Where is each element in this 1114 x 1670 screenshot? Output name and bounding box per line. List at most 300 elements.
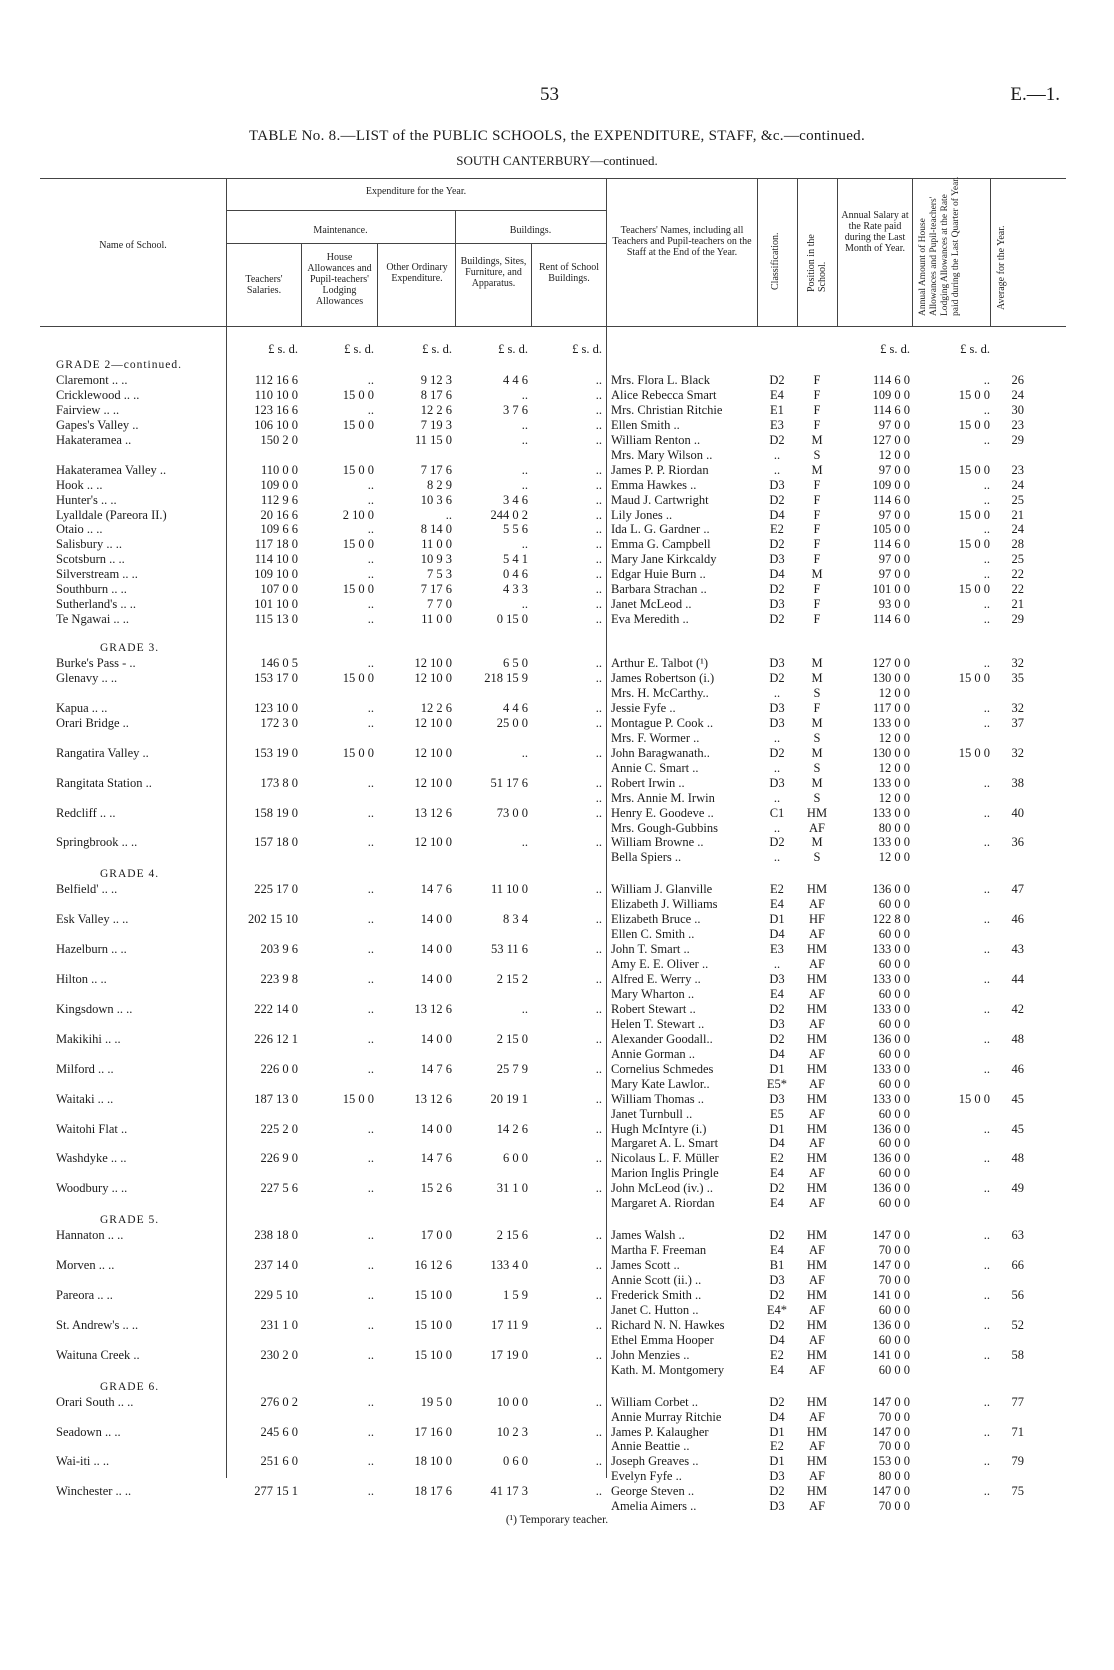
teachers-salaries: 203 9 6 bbox=[260, 942, 298, 957]
annual-salary: 60 0 0 bbox=[878, 986, 910, 1001]
annual-allowance: .. bbox=[983, 1031, 990, 1046]
teachers-salaries: 146 0 5 bbox=[260, 656, 298, 671]
position: HM bbox=[806, 1091, 828, 1106]
house-allowances: 15 0 0 bbox=[342, 671, 374, 685]
buildings-expenditure: 3 7 6 bbox=[503, 402, 528, 417]
teacher-name: Mrs. Gough-Gubbins bbox=[611, 820, 718, 835]
position: F bbox=[813, 492, 821, 507]
table-row bbox=[0, 1166, 1114, 1181]
average-attendance: 32 bbox=[1011, 656, 1024, 671]
classification: .. bbox=[773, 730, 781, 745]
other-expenditure: 17 16 0 bbox=[414, 1424, 452, 1439]
average-attendance: 24 bbox=[1011, 387, 1024, 402]
annual-salary: 60 0 0 bbox=[878, 1106, 910, 1121]
table-row bbox=[0, 972, 1114, 987]
house-allowances: 15 0 0 bbox=[342, 582, 374, 597]
classification: D2 bbox=[769, 1317, 785, 1332]
buildings-expenditure: 14 2 6 bbox=[496, 1121, 528, 1136]
table-row bbox=[0, 671, 1114, 686]
units-house: £ s. d. bbox=[344, 342, 374, 356]
annual-allowance: .. bbox=[983, 656, 990, 671]
rent: .. bbox=[595, 1394, 602, 1409]
table-row bbox=[0, 448, 1114, 463]
position: M bbox=[811, 775, 823, 790]
grade-heading bbox=[0, 867, 1114, 882]
table-row bbox=[0, 1092, 1114, 1107]
table-row bbox=[0, 1395, 1114, 1410]
table-row bbox=[0, 388, 1114, 403]
annual-allowance: .. bbox=[983, 1151, 990, 1166]
teachers-salaries: 222 14 0 bbox=[254, 1001, 298, 1016]
teachers-salaries: 225 2 0 bbox=[260, 1121, 298, 1136]
annual-salary: 127 0 0 bbox=[872, 432, 910, 447]
position: M bbox=[811, 745, 823, 760]
annual-allowance: .. bbox=[983, 1258, 990, 1273]
teacher-name: John Baragwanath.. bbox=[611, 745, 710, 760]
teachers-salaries: 112 16 6 bbox=[254, 372, 298, 387]
table-row bbox=[0, 582, 1114, 597]
rent: .. bbox=[595, 1228, 602, 1243]
buildings-expenditure: 20 19 1 bbox=[490, 1091, 528, 1106]
teachers-salaries: 245 6 0 bbox=[260, 1424, 298, 1439]
house-allowances: .. bbox=[367, 775, 374, 790]
classification: .. bbox=[773, 820, 781, 835]
position: F bbox=[813, 477, 821, 492]
units-allow: £ s. d. bbox=[960, 342, 990, 356]
teacher-name: Jessie Fyfe .. bbox=[611, 700, 676, 715]
teachers-salaries: 109 10 0 bbox=[254, 567, 298, 582]
position: HM bbox=[806, 1347, 828, 1362]
house-allowances: .. bbox=[367, 1258, 374, 1273]
position: HM bbox=[806, 1151, 828, 1166]
school-name: Otaio .. .. bbox=[56, 522, 103, 537]
average-attendance: 28 bbox=[1011, 537, 1024, 552]
other-expenditure: 15 10 0 bbox=[414, 1287, 452, 1302]
header-other-expenditure: Other Ordinary Expenditure. bbox=[386, 262, 448, 284]
position: AF bbox=[809, 897, 825, 912]
col-sep-8 bbox=[797, 178, 798, 327]
other-expenditure: 12 2 6 bbox=[420, 700, 452, 715]
table-row bbox=[0, 791, 1114, 806]
school-name: Hunter's .. .. bbox=[56, 492, 117, 507]
position: M bbox=[811, 835, 823, 850]
teacher-name: Mrs. Annie M. Irwin bbox=[611, 790, 715, 805]
teacher-name: Martha F. Freeman bbox=[611, 1243, 707, 1258]
rent: .. bbox=[595, 1454, 602, 1469]
school-name: Waitohi Flat .. bbox=[56, 1121, 128, 1136]
school-name: Esk Valley .. .. bbox=[56, 912, 129, 927]
house-allowances: .. bbox=[367, 567, 374, 582]
teacher-name: Emma Hawkes .. bbox=[611, 477, 697, 492]
classification: D3 bbox=[769, 1273, 785, 1287]
buildings-expenditure: .. bbox=[521, 597, 528, 612]
table-row bbox=[0, 1454, 1114, 1469]
position: HM bbox=[806, 1454, 828, 1469]
school-name: Scotsburn .. .. bbox=[56, 552, 125, 567]
house-allowances: .. bbox=[367, 402, 374, 417]
rent: .. bbox=[595, 671, 602, 685]
house-allowances: .. bbox=[367, 715, 374, 730]
school-name: Salisbury .. .. bbox=[56, 537, 122, 552]
house-allowances: .. bbox=[367, 700, 374, 715]
table-row bbox=[0, 627, 1114, 642]
table-row bbox=[0, 433, 1114, 448]
position: HM bbox=[806, 1228, 828, 1243]
position: AF bbox=[809, 927, 825, 942]
house-allowances: 2 10 0 bbox=[342, 507, 374, 522]
buildings-expenditure: 25 7 9 bbox=[496, 1061, 528, 1076]
teacher-name: William Corbet .. bbox=[611, 1394, 698, 1409]
annual-allowance: .. bbox=[983, 805, 990, 820]
other-expenditure: 18 10 0 bbox=[414, 1454, 452, 1469]
rent: .. bbox=[595, 417, 602, 432]
other-expenditure: 13 12 6 bbox=[414, 1091, 452, 1106]
annual-salary: 12 0 0 bbox=[878, 730, 910, 745]
rent: .. bbox=[595, 1031, 602, 1046]
annual-salary: 70 0 0 bbox=[878, 1499, 910, 1514]
table-row bbox=[0, 1107, 1114, 1122]
rent: .. bbox=[595, 522, 602, 537]
buildings-expenditure: 5 4 1 bbox=[503, 552, 528, 567]
annual-salary: 114 6 0 bbox=[872, 402, 910, 417]
position: HF bbox=[809, 912, 825, 927]
table-row bbox=[0, 942, 1114, 957]
rent: .. bbox=[595, 1001, 602, 1016]
table-row bbox=[0, 1062, 1114, 1077]
house-allowances: .. bbox=[367, 372, 374, 387]
teacher-name: James P. P. Riordan bbox=[611, 462, 709, 477]
teacher-name: Joseph Greaves .. bbox=[611, 1454, 699, 1469]
average-attendance: 29 bbox=[1011, 612, 1024, 627]
school-name: Hazelburn .. .. bbox=[56, 942, 127, 957]
classification: D2 bbox=[769, 432, 785, 447]
position: HM bbox=[806, 1061, 828, 1076]
annual-salary: 101 0 0 bbox=[872, 582, 910, 597]
header-expenditure: Expenditure for the Year. bbox=[365, 186, 467, 197]
annual-salary: 109 0 0 bbox=[872, 387, 910, 402]
buildings-expenditure: 53 11 6 bbox=[490, 942, 528, 957]
school-name: Orari South .. .. bbox=[56, 1394, 134, 1409]
teacher-name: Kath. M. Montgomery bbox=[611, 1362, 725, 1377]
rent: .. bbox=[595, 1484, 602, 1499]
header-average: Average for the Year. bbox=[996, 225, 1007, 310]
table-row bbox=[0, 1318, 1114, 1333]
annual-allowance: .. bbox=[983, 402, 990, 417]
annual-salary: 130 0 0 bbox=[872, 671, 910, 685]
house-allowances: .. bbox=[367, 552, 374, 567]
position: AF bbox=[809, 986, 825, 1001]
average-attendance: 48 bbox=[1011, 1031, 1024, 1046]
table-row bbox=[0, 508, 1114, 523]
school-name: Makikihi .. .. bbox=[56, 1031, 121, 1046]
average-attendance: 56 bbox=[1011, 1287, 1024, 1302]
position: HM bbox=[806, 942, 828, 957]
annual-salary: 114 6 0 bbox=[872, 372, 910, 387]
rent: .. bbox=[595, 835, 602, 850]
table-row bbox=[0, 403, 1114, 418]
average-attendance: 24 bbox=[1011, 522, 1024, 537]
annual-salary: 60 0 0 bbox=[878, 927, 910, 942]
table-row bbox=[0, 987, 1114, 1002]
school-name: Kapua .. .. bbox=[56, 700, 108, 715]
position: AF bbox=[809, 1243, 825, 1258]
annual-salary: 70 0 0 bbox=[878, 1273, 910, 1287]
teacher-name: Alexander Goodall.. bbox=[611, 1031, 713, 1046]
teacher-name: Mrs. H. McCarthy.. bbox=[611, 685, 709, 700]
rent: .. bbox=[595, 582, 602, 597]
house-allowances: .. bbox=[367, 805, 374, 820]
buildings-expenditure: 6 5 0 bbox=[503, 656, 528, 671]
rent: .. bbox=[595, 700, 602, 715]
table-row bbox=[0, 537, 1114, 552]
classification: D1 bbox=[769, 1061, 785, 1076]
teachers-salaries: 226 9 0 bbox=[260, 1151, 298, 1166]
other-expenditure: 14 0 0 bbox=[420, 1031, 452, 1046]
average-attendance: 63 bbox=[1011, 1228, 1024, 1243]
teacher-name: Montague P. Cook .. bbox=[611, 715, 714, 730]
school-name: Waitaki .. .. bbox=[56, 1091, 114, 1106]
classification: E2 bbox=[770, 1439, 784, 1454]
house-allowances: 15 0 0 bbox=[342, 537, 374, 552]
teacher-name: Evelyn Fyfe .. bbox=[611, 1469, 682, 1484]
annual-salary: 114 6 0 bbox=[872, 492, 910, 507]
classification: D3 bbox=[769, 656, 785, 671]
other-expenditure: 11 15 0 bbox=[414, 432, 452, 447]
expenditure-rule bbox=[226, 210, 606, 211]
teacher-name: Edgar Huie Burn .. bbox=[611, 567, 706, 582]
teachers-salaries: 226 0 0 bbox=[260, 1061, 298, 1076]
table-row bbox=[0, 1410, 1114, 1425]
buildings-expenditure: 218 15 9 bbox=[484, 671, 528, 685]
teacher-name: Margaret A. Riordan bbox=[611, 1196, 715, 1211]
table-row bbox=[0, 612, 1114, 627]
other-expenditure: 16 12 6 bbox=[414, 1258, 452, 1273]
units-row bbox=[0, 342, 1114, 357]
rent: .. bbox=[595, 1151, 602, 1166]
position: AF bbox=[809, 1362, 825, 1377]
rent: .. bbox=[595, 715, 602, 730]
classification: .. bbox=[773, 850, 781, 865]
buildings-expenditure: 51 17 6 bbox=[490, 775, 528, 790]
annual-salary: 60 0 0 bbox=[878, 1302, 910, 1317]
other-expenditure: 8 14 0 bbox=[420, 522, 452, 537]
buildings-expenditure: 10 2 3 bbox=[496, 1424, 528, 1439]
buildings-expenditure: 1 5 9 bbox=[503, 1287, 528, 1302]
classification: D2 bbox=[769, 537, 785, 552]
annual-allowance: .. bbox=[983, 700, 990, 715]
buildings-expenditure: .. bbox=[521, 387, 528, 402]
buildings-expenditure: 5 5 6 bbox=[503, 522, 528, 537]
rent: .. bbox=[595, 1061, 602, 1076]
annual-allowance: .. bbox=[983, 372, 990, 387]
teachers-salaries: 226 12 1 bbox=[254, 1031, 298, 1046]
teachers-salaries: 101 10 0 bbox=[254, 597, 298, 612]
annual-allowance: .. bbox=[983, 1121, 990, 1136]
house-allowances: .. bbox=[367, 1317, 374, 1332]
teachers-salaries: 20 16 6 bbox=[260, 507, 298, 522]
grade-label: GRADE 3. bbox=[100, 642, 160, 655]
annual-salary: 147 0 0 bbox=[872, 1484, 910, 1499]
annual-allowance: .. bbox=[983, 1484, 990, 1499]
teachers-salaries: 173 8 0 bbox=[260, 775, 298, 790]
other-expenditure: 7 17 6 bbox=[420, 582, 452, 597]
school-name: Cricklewood .. .. bbox=[56, 387, 140, 402]
annual-salary: 133 0 0 bbox=[872, 972, 910, 986]
buildings-expenditure: .. bbox=[521, 462, 528, 477]
position: HM bbox=[806, 1001, 828, 1016]
house-allowances: .. bbox=[367, 1287, 374, 1302]
buildings-expenditure: 3 4 6 bbox=[503, 492, 528, 507]
house-allowances: .. bbox=[367, 1031, 374, 1046]
school-name: Burke's Pass - .. bbox=[56, 656, 136, 671]
annual-salary: 114 6 0 bbox=[872, 537, 910, 552]
rent: .. bbox=[595, 882, 602, 897]
teacher-name: Mrs. Flora L. Black bbox=[611, 372, 710, 387]
classification: D4 bbox=[769, 1409, 785, 1424]
annual-salary: 122 8 0 bbox=[872, 912, 910, 927]
buildings-expenditure: 244 0 2 bbox=[490, 507, 528, 522]
col-sep-11 bbox=[990, 178, 991, 327]
position: HM bbox=[806, 1181, 828, 1196]
school-name: Pareora .. .. bbox=[56, 1287, 113, 1302]
classification: D3 bbox=[769, 972, 785, 986]
position: F bbox=[813, 372, 821, 387]
average-attendance: 66 bbox=[1011, 1258, 1024, 1273]
classification: .. bbox=[773, 447, 781, 462]
teacher-name: Robert Irwin .. bbox=[611, 775, 685, 790]
average-attendance: 35 bbox=[1011, 671, 1024, 685]
page-number: 53 bbox=[540, 84, 559, 105]
house-allowances: .. bbox=[367, 1181, 374, 1196]
average-attendance: 58 bbox=[1011, 1347, 1024, 1362]
classification: D3 bbox=[769, 1499, 785, 1514]
position: AF bbox=[809, 820, 825, 835]
annual-salary: 136 0 0 bbox=[872, 1181, 910, 1196]
buildings-expenditure: 133 4 0 bbox=[490, 1258, 528, 1273]
annual-salary: 136 0 0 bbox=[872, 1031, 910, 1046]
annual-salary: 60 0 0 bbox=[878, 1196, 910, 1211]
school-name: Hook .. .. bbox=[56, 477, 103, 492]
annual-salary: 80 0 0 bbox=[878, 1469, 910, 1484]
school-name: Seadown .. .. bbox=[56, 1424, 121, 1439]
table-row bbox=[0, 731, 1114, 746]
position: M bbox=[811, 715, 823, 730]
teacher-name: William Renton .. bbox=[611, 432, 701, 447]
classification: D1 bbox=[769, 912, 785, 927]
annual-allowance: 15 0 0 bbox=[958, 387, 990, 402]
classification: D2 bbox=[769, 1031, 785, 1046]
position: AF bbox=[809, 1016, 825, 1031]
average-attendance: 30 bbox=[1011, 402, 1024, 417]
position: AF bbox=[809, 1136, 825, 1151]
annual-salary: 105 0 0 bbox=[872, 522, 910, 537]
classification: E4 bbox=[770, 1243, 784, 1258]
school-name: Claremont .. .. bbox=[56, 372, 128, 387]
other-expenditure: 7 19 3 bbox=[420, 417, 452, 432]
annual-salary: 109 0 0 bbox=[872, 477, 910, 492]
teacher-name: William Browne .. bbox=[611, 835, 704, 850]
teachers-salaries: 202 15 10 bbox=[248, 912, 298, 927]
rent: .. bbox=[595, 1121, 602, 1136]
classification: .. bbox=[773, 760, 781, 775]
school-name: Hannaton .. .. bbox=[56, 1228, 124, 1243]
table-row bbox=[0, 1499, 1114, 1514]
table-row bbox=[0, 701, 1114, 716]
other-expenditure: 7 17 6 bbox=[420, 462, 452, 477]
table-row bbox=[0, 478, 1114, 493]
house-allowances: .. bbox=[367, 1424, 374, 1439]
position: AF bbox=[809, 1106, 825, 1121]
position: HM bbox=[806, 882, 828, 897]
annual-allowance: .. bbox=[983, 942, 990, 957]
school-name: Winchester .. .. bbox=[56, 1484, 132, 1499]
average-attendance: 26 bbox=[1011, 372, 1024, 387]
position: HM bbox=[806, 1317, 828, 1332]
position: HM bbox=[806, 1484, 828, 1499]
position: S bbox=[813, 760, 821, 775]
teacher-name: Marion Inglis Pringle bbox=[611, 1166, 719, 1181]
rent: .. bbox=[595, 1287, 602, 1302]
teachers-salaries: 229 5 10 bbox=[254, 1287, 298, 1302]
table-row bbox=[0, 1258, 1114, 1273]
buildings-expenditure: .. bbox=[521, 417, 528, 432]
teachers-salaries: 109 0 0 bbox=[260, 477, 298, 492]
classification: D1 bbox=[769, 1121, 785, 1136]
classification: E4 bbox=[770, 387, 784, 402]
position: M bbox=[811, 671, 823, 685]
annual-salary: 60 0 0 bbox=[878, 1136, 910, 1151]
classification: D2 bbox=[769, 835, 785, 850]
classification: E2 bbox=[770, 1151, 784, 1166]
annual-salary: 12 0 0 bbox=[878, 685, 910, 700]
teachers-salaries: 237 14 0 bbox=[254, 1258, 298, 1273]
buildings-expenditure: .. bbox=[521, 1001, 528, 1016]
annual-salary: 93 0 0 bbox=[878, 597, 910, 612]
table-row bbox=[0, 463, 1114, 478]
units-salary: £ s. d. bbox=[880, 342, 910, 356]
school-name: Morven .. .. bbox=[56, 1258, 115, 1273]
table-row bbox=[0, 1348, 1114, 1363]
classification: .. bbox=[773, 685, 781, 700]
other-expenditure: 8 17 6 bbox=[420, 387, 452, 402]
grade-heading bbox=[0, 1380, 1114, 1395]
table-row bbox=[0, 1469, 1114, 1484]
header-name: Name of School. bbox=[99, 240, 167, 251]
average-attendance: 21 bbox=[1011, 597, 1024, 612]
buildings-expenditure: 10 0 0 bbox=[496, 1394, 528, 1409]
school-name: Wai-iti .. .. bbox=[56, 1454, 110, 1469]
col-sep-7 bbox=[757, 178, 758, 327]
teacher-name: Henry E. Goodeve .. bbox=[611, 805, 714, 820]
position: F bbox=[813, 507, 821, 522]
table-row bbox=[0, 522, 1114, 537]
table-row bbox=[0, 746, 1114, 761]
teacher-name: James Walsh .. bbox=[611, 1228, 685, 1243]
annual-allowance: 15 0 0 bbox=[958, 745, 990, 760]
position: HM bbox=[806, 1031, 828, 1046]
annual-allowance: .. bbox=[983, 1181, 990, 1196]
rent: .. bbox=[595, 432, 602, 447]
annual-allowance: .. bbox=[983, 715, 990, 730]
annual-salary: 130 0 0 bbox=[872, 745, 910, 760]
position: AF bbox=[809, 1499, 825, 1514]
position: F bbox=[813, 522, 821, 537]
annual-allowance: .. bbox=[983, 775, 990, 790]
school-name: St. Andrew's .. .. bbox=[56, 1317, 139, 1332]
units-sal: £ s. d. bbox=[268, 342, 298, 356]
position: HM bbox=[806, 805, 828, 820]
house-allowances: .. bbox=[367, 1394, 374, 1409]
